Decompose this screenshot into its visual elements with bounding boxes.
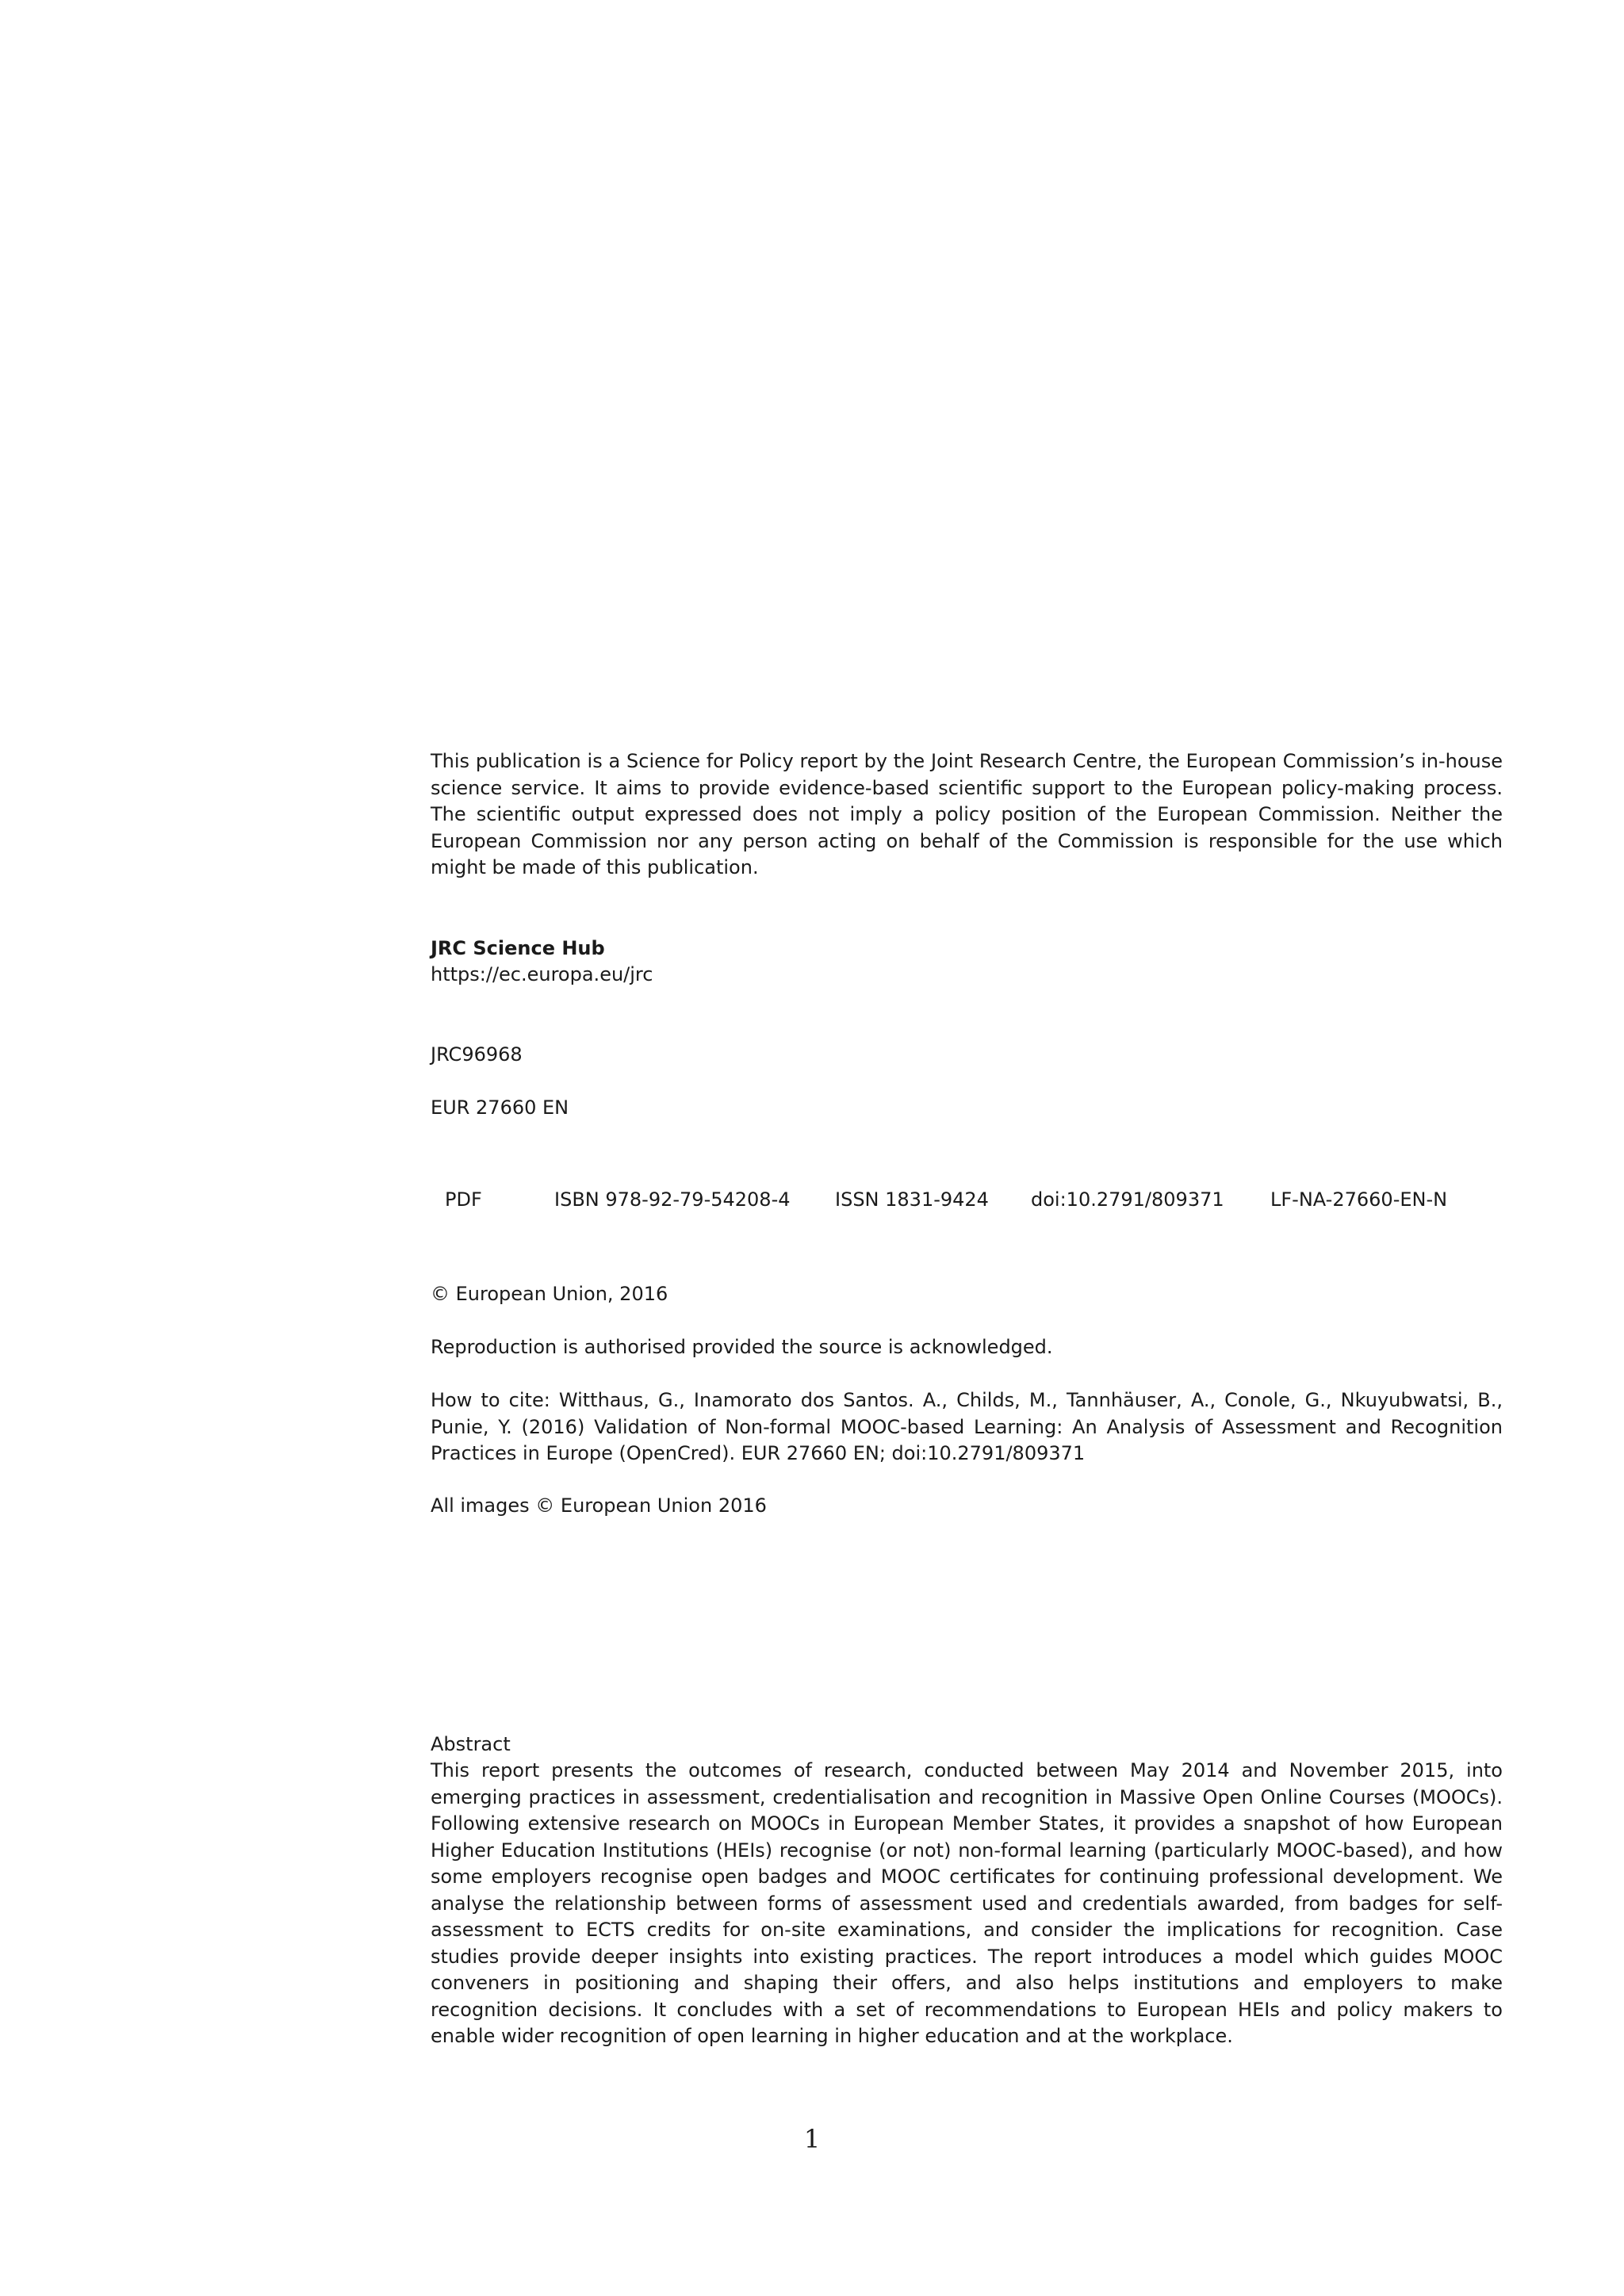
reproduction-notice: Reproduction is authorised provided the source is acknowledged. [431,1336,1053,1358]
images-copyright-notice: All images © European Union 2016 [431,1494,767,1517]
format-label: PDF [445,1188,482,1211]
disclaimer-paragraph: This publication is a Science for Policy report by the Joint Research Centre, the European Commission’s in-house science service. It aims to provide evidence-based scientific support to the European policy-making process. The scientific output expressed does not imply a policy position of the European Commission. Neither the European Commission nor any person acting on behalf of the Commission is responsible for the use which might be made of this publication. [431,750,1503,878]
publication-identifiers-row [431,1187,1503,1214]
copyright-notice: © European Union, 2016 [431,1283,668,1305]
science-hub-url: https://ec.europa.eu/jrc [431,963,653,985]
doi-identifier: doi:10.2791/809371 [1031,1188,1224,1211]
abstract-paragraph: This report presents the outcomes of research, conducted between May 2014 and November 2015, into emerging practices in assessment, credentialisation and recognition in Massive Open Online Courses (MOOCs). Following extensive research on MOOCs in European Member States, it provides a snapshot of how European Higher Education Institutions (HEIs) recognise (or not) non-formal learning (particularly MOOC-based), and how some employers recognise open badges and MOOC certificates for continuing professional development. We analyse the relationship between forms of assessment used and credentials awarded, from badges for self-assessment to ECTS credits for on-site examinations, and consider the implications for recognition. Case studies provide deeper insights into existing practices. The report introduces a model which guides MOOC conveners in positioning and shaping their offers, and also helps institutions and employers to make recognition decisions. It concludes with a set of recommendations to European HEIs and policy makers to enable wider recognition of open learning in higher education and at the workplace. [431,1759,1503,2047]
citation-paragraph: How to cite: Witthaus, G., Inamorato dos Santos. A., Childs, M., Tannhäuser, A., Conole, G., Nkuyubwatsi, B., Punie, Y. (2016) Validation of Non-formal MOOC-based Learning: An Analysis of Assessment and Recognition Practices in Europe (OpenCred). EUR 27660 EN; doi:10.2791/809371 [431,1389,1503,1464]
jrc-number: JRC96968 [431,1043,523,1066]
science-hub-title: JRC Science Hub [431,937,605,959]
page-number: 1 [803,2124,821,2154]
issn-number: ISSN 1831-9424 [835,1188,989,1211]
catalogue-number: LF-NA-27660-EN-N [1270,1188,1448,1211]
abstract-heading: Abstract [431,1733,511,1755]
eur-number: EUR 27660 EN [431,1096,569,1119]
isbn-number: ISBN 978-92-79-54208-4 [554,1188,791,1211]
